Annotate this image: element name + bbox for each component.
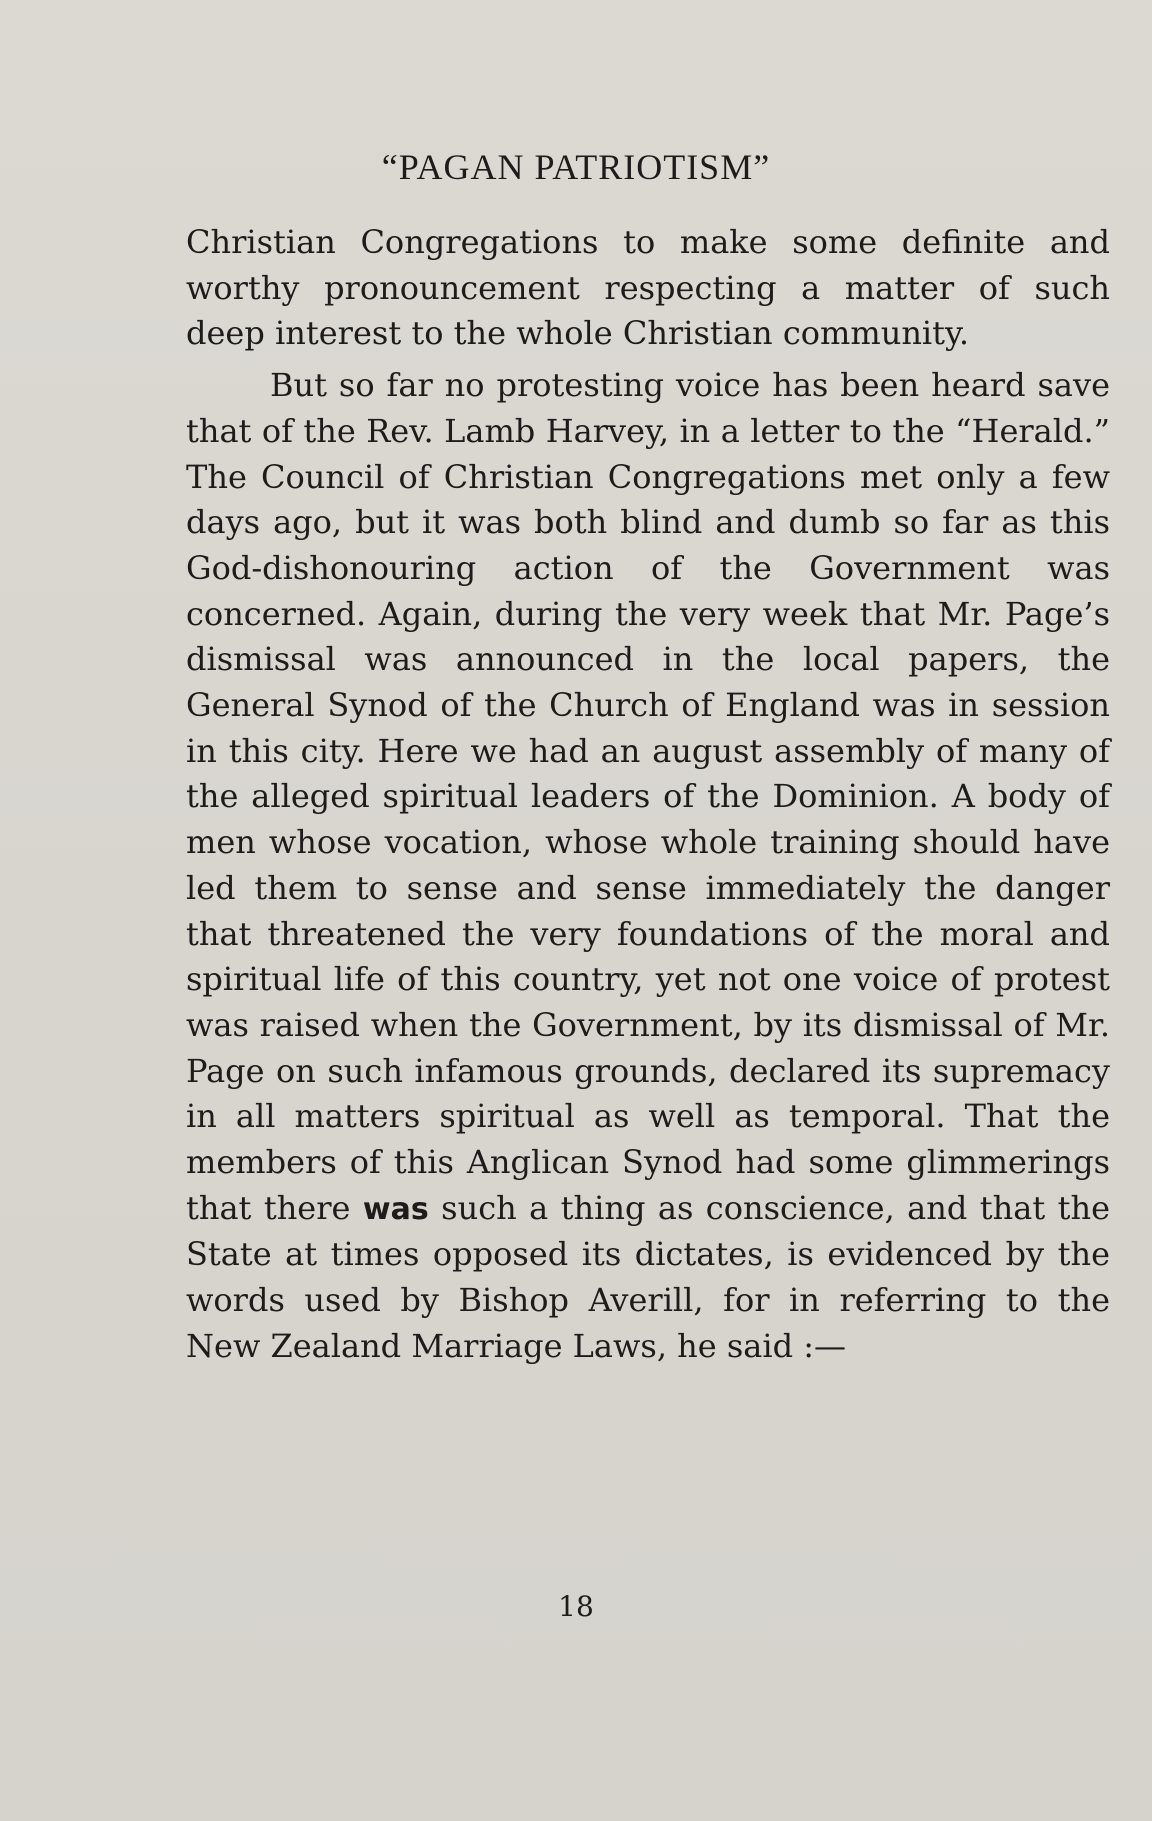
paragraph-continued: Christian Congregations to make some definite and worthy pronouncement respecting a matter of such deep interest to the whole Christian community.: [186, 223, 1110, 353]
paragraph-text-after: such a thing as conscience, and that the State at times opposed its dictates, is evidenced by the words used by Bishop Averill, for in referring to the New Zealand Marriage Laws, he said :—: [186, 1188, 1111, 1365]
page-number: 18: [558, 1590, 594, 1623]
paragraph-text-before: But so far no protesting voice has been heard save that of the Rev. Lamb Harvey, in a letter to the “Herald.” The Council of Christian Congregations met only a few days ago, but it was both blind and dumb so far as this God-dishonouring action of the Government was concerned. Again, during the very week that Mr. Page’s dismissal was announced in the local papers, the General Synod of the Church of England was in session in this city. Here we had an august assembly of many of the alleged spiritual leaders of the Dominion. A body of men whose vocation, whose whole training should have led them to sense and sense immediately the danger that threatened the very foundations of the moral and spiritual life of this country, yet not one voice of protest was raised when the Government, by its dismissal of Mr. Page on such infamous grounds, declared its supremacy in all matters spiritual as well as temporal. That the members of this Anglican Synod had some glimmerings that there: [186, 366, 1110, 1227]
emphasized-word: was: [362, 1191, 429, 1227]
running-head: “PAGAN PATRIOTISM”: [381, 147, 771, 187]
paragraph-protest: [186, 363, 1110, 1369]
body-text: [186, 220, 1110, 1370]
